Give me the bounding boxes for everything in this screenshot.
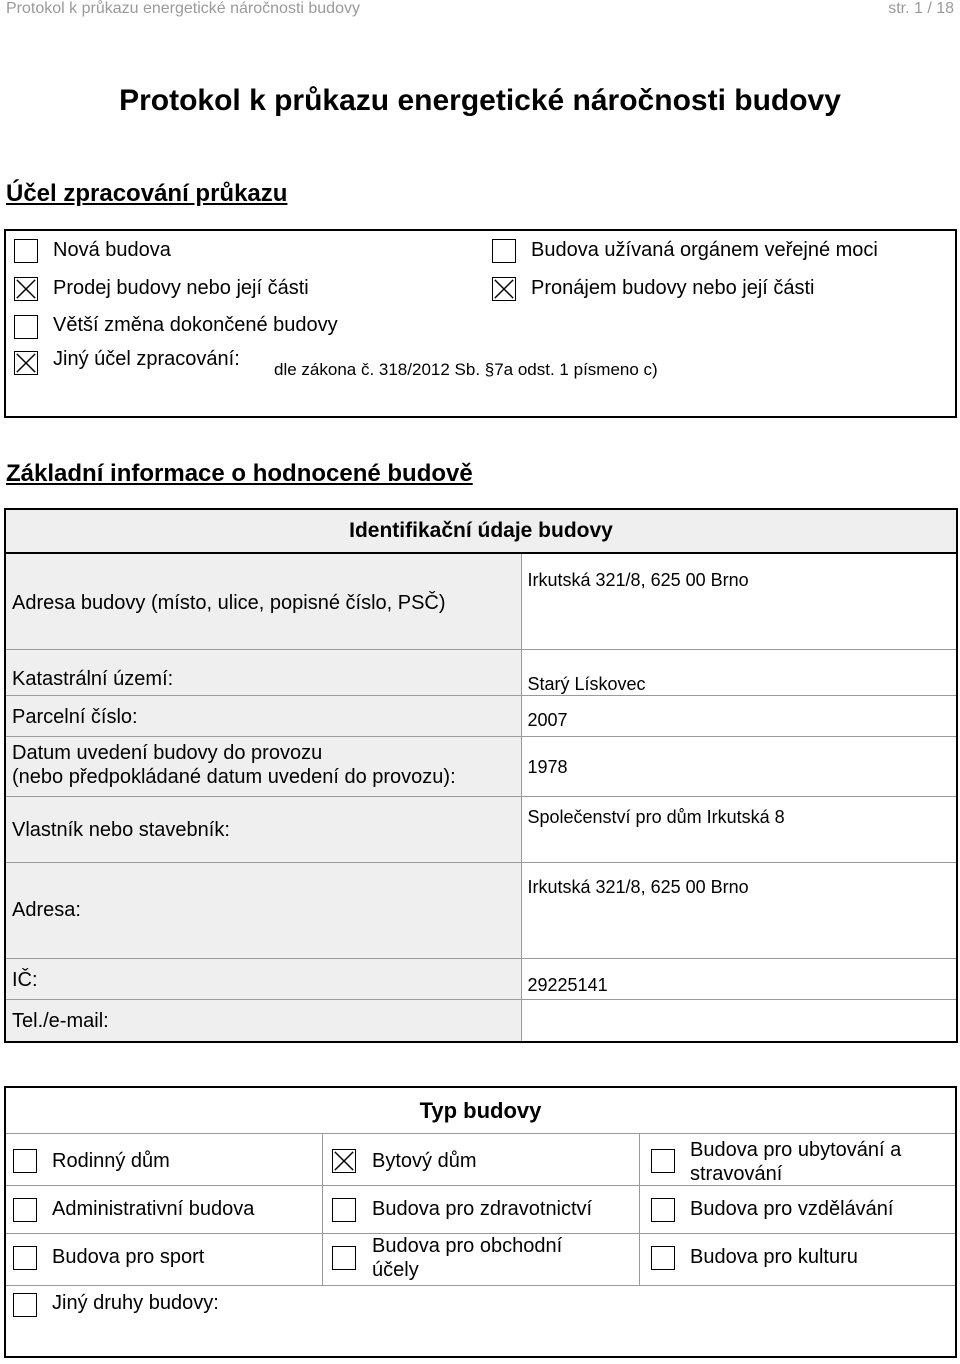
checkbox-other-type[interactable] bbox=[13, 1293, 37, 1317]
checkbox-label: Nová budova bbox=[53, 239, 171, 261]
row-value-address: Irkutská 321/8, 625 00 Brno bbox=[521, 553, 957, 649]
checkbox-label: Bytový dům bbox=[372, 1150, 477, 1172]
row-label-owner: Vlastník nebo stavebník: bbox=[5, 796, 521, 862]
building-type-title: Typ budovy bbox=[419, 1098, 542, 1123]
checkbox-label: Budova pro kulturu bbox=[690, 1246, 858, 1268]
checkbox-label: Prodej budovy nebo její části bbox=[53, 277, 309, 299]
checkbox-major-change[interactable] bbox=[14, 315, 38, 339]
check-x-icon bbox=[493, 278, 515, 300]
purpose-section-title: Účel zpracování průkazu bbox=[6, 180, 288, 207]
table-row bbox=[5, 796, 957, 862]
checkbox-label: Budova užívaná orgánem veřejné moci bbox=[531, 239, 878, 261]
row-value-date: 1978 bbox=[521, 736, 957, 796]
row-value-owner: Společenství pro dům Irkutská 8 bbox=[521, 796, 957, 862]
row-value-parcel: 2007 bbox=[521, 695, 957, 736]
table-row bbox=[5, 958, 957, 999]
grid-line bbox=[322, 1133, 323, 1285]
document-title: Protokol k průkazu energetické náročnosti budovy bbox=[119, 84, 841, 117]
row-label-address: Adresa budovy (místo, ulice, popisné číslo, PSČ) bbox=[5, 553, 521, 649]
building-identification-table bbox=[4, 508, 958, 1043]
row-label-contact: Tel./e-mail: bbox=[5, 999, 521, 1042]
running-header-title: Protokol k průkazu energetické náročnosti budovy bbox=[6, 0, 360, 17]
row-label-date bbox=[5, 736, 521, 796]
checkbox-label: Budova pro zdravotnictví bbox=[372, 1198, 593, 1220]
checkbox-accommodation[interactable] bbox=[651, 1149, 675, 1173]
checkbox-label bbox=[372, 1234, 562, 1282]
checkbox-sale[interactable] bbox=[14, 277, 38, 301]
checkbox-label: Pronájem budovy nebo její části bbox=[531, 277, 815, 299]
checkbox-label: Budova pro sport bbox=[52, 1246, 205, 1268]
table-row bbox=[5, 553, 957, 649]
basic-info-section-title: Základní informace o hodnocené budově bbox=[6, 460, 473, 487]
row-label-cadastral: Katastrální území: bbox=[5, 649, 521, 695]
checkbox-label: Jiný druhy budovy: bbox=[52, 1292, 219, 1314]
row-value-owner-address: Irkutská 321/8, 625 00 Brno bbox=[521, 862, 957, 958]
grid-line bbox=[639, 1133, 640, 1285]
checkbox-apartment-building[interactable] bbox=[332, 1149, 356, 1173]
checkbox-family-house[interactable] bbox=[13, 1149, 37, 1173]
checkbox-label bbox=[690, 1138, 901, 1186]
checkbox-label: Jiný účel zpracování: bbox=[53, 348, 240, 370]
row-label-date-line1: Datum uvedení budovy do provozu bbox=[12, 741, 323, 764]
check-x-icon bbox=[333, 1150, 355, 1172]
table-row bbox=[5, 736, 957, 796]
row-value-ic: 29225141 bbox=[521, 958, 957, 999]
check-x-icon bbox=[15, 352, 37, 374]
checkbox-education[interactable] bbox=[651, 1198, 675, 1222]
table-title: Identifikační údaje budovy bbox=[5, 509, 957, 553]
building-type-box bbox=[4, 1086, 957, 1358]
checkbox-new-building[interactable] bbox=[14, 239, 38, 263]
checkbox-label-line2: stravování bbox=[690, 1163, 783, 1185]
other-purpose-value: dle zákona č. 318/2012 Sb. §7a odst. 1 písmeno c) bbox=[274, 360, 658, 379]
checkbox-label-line1: Budova pro obchodní bbox=[372, 1235, 563, 1257]
checkbox-lease[interactable] bbox=[492, 277, 516, 301]
row-label-date-line2: (nebo předpokládané datum uvedení do provozu): bbox=[12, 765, 456, 788]
checkbox-label: Budova pro vzdělávání bbox=[690, 1198, 894, 1220]
table-row bbox=[5, 695, 957, 736]
purpose-box bbox=[4, 229, 957, 418]
checkbox-label: Rodinný dům bbox=[52, 1150, 170, 1172]
checkbox-public-authority[interactable] bbox=[492, 239, 516, 263]
checkbox-healthcare[interactable] bbox=[332, 1198, 356, 1222]
table-row bbox=[5, 862, 957, 958]
checkbox-label: Větší změna dokončené budovy bbox=[53, 314, 338, 336]
row-label-owner-address: Adresa: bbox=[5, 862, 521, 958]
page-number: str. 1 / 18 bbox=[888, 0, 954, 17]
checkbox-commercial[interactable] bbox=[332, 1246, 356, 1270]
row-label-ic: IČ: bbox=[5, 958, 521, 999]
grid-line bbox=[6, 1285, 955, 1286]
row-label-parcel: Parcelní číslo: bbox=[5, 695, 521, 736]
table-row bbox=[5, 649, 957, 695]
table-row bbox=[5, 999, 957, 1042]
grid-line bbox=[6, 1133, 955, 1134]
checkbox-label: Administrativní budova bbox=[52, 1198, 255, 1220]
row-value-contact bbox=[521, 999, 957, 1042]
row-value-cadastral: Starý Lískovec bbox=[521, 649, 957, 695]
checkbox-administrative[interactable] bbox=[13, 1198, 37, 1222]
checkbox-label-line2: účely bbox=[372, 1259, 419, 1281]
checkbox-sport[interactable] bbox=[13, 1246, 37, 1270]
check-x-icon bbox=[15, 278, 37, 300]
checkbox-label-line1: Budova pro ubytování a bbox=[690, 1139, 902, 1161]
checkbox-other-purpose[interactable] bbox=[14, 351, 38, 375]
checkbox-culture[interactable] bbox=[651, 1246, 675, 1270]
